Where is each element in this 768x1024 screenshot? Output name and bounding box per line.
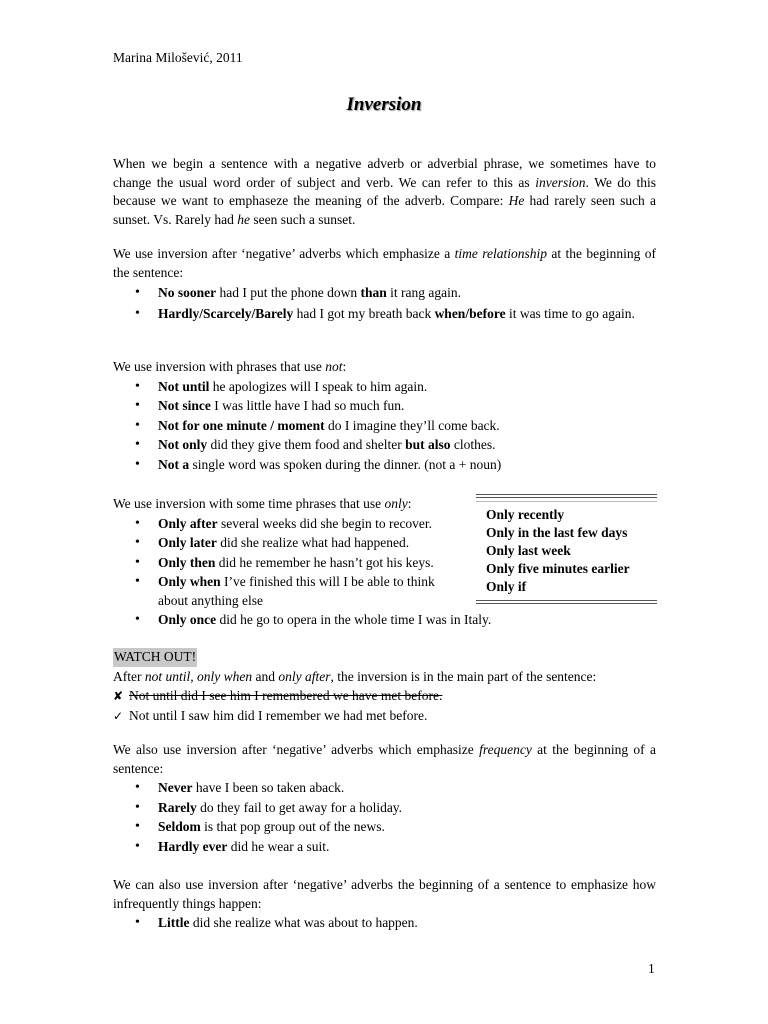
intro-paragraph: When we begin a sentence with a negative adverb or adverbial phrase, we sometimes have to change the usual word order of subject and verb. We can refer to this as inversion. We do this because we want to emphaseze the meaning of the adverb. Compare: He had rarely seen such a sunset. Vs. Rarely had he seen such a sunset. [113,156,656,227]
box-item: Only five minutes earlier [486,561,630,576]
list-item: • Not for one minute / moment do I imagine they’ll come back. [113,417,656,436]
box-item: Only recently [486,507,565,522]
list-item: • Seldom is that pop group out of the news. [113,818,656,837]
infrequency-section: We can also use inversion after ‘negative’ adverbs the beginning of a sentence to emphasize how infrequently things happen: • Little did she realize what was about to happen. [113,876,656,933]
only-phrases-box [476,494,657,604]
list-item: • Hardly ever did he wear a suit. [113,838,656,857]
list-item: • Only after several weeks did she begin to recover. [113,515,468,534]
list-item: • Not since I was little have I had so much fun. [113,397,656,416]
list-item: • Not a single word was spoken during the dinner. (not a + noun) [113,456,656,475]
check-icon: ✓ [113,708,124,723]
list-item: • Only then did he remember he hasn’t got his keys. [113,554,468,573]
list-item: • No sooner had I put the phone down than it rang again. [113,284,656,303]
right-example: Not until I saw him did I remember we had met before. [129,707,428,723]
wrong-example: Not until did I see him I remembered we have met before. [129,688,443,703]
only-phrases-section: We use inversion with some time phrases that use only: • Only after several weeks did she begin to recover. • Only later did she realize what had happened. • Only then did he remember he hasn’t got his keys. • Only when I’ve finished this will I be able to think about anything else • Only once did he go to opera in the whole time I was in Italy. [113,495,656,630]
box-item: Only in the last few days [486,525,628,540]
list-item: • Only when I’ve finished this will I be able to think about anything else [113,573,468,610]
list-item: • Never have I been so taken aback. [113,779,656,798]
list-item: • Not until he apologizes will I speak to him again. [113,378,656,397]
time-relationship-section: We use inversion after ‘negative’ adverbs which emphasize a time relationship at the beginning of the sentence: • No sooner had I put the phone down than it rang again. • Hardly/Scarcely/Barely had I got my breath back when/before it was time to go again. [113,245,656,323]
watch-out-section: WATCH OUT! After not until, only when and only after, the inversion is in the main part of the sentence: ✘ Not until did I see him I remembered we have met before. ✓ Not until I saw him did I remember we had met before. [113,648,656,725]
cross-icon: ✘ [113,689,124,703]
list-item: • Rarely do they fail to get away for a holiday. [113,799,656,818]
list-item: • Little did she realize what was about to happen. [113,914,656,933]
list-item: • Only once did he go to opera in the whole time I was in Italy. [113,611,656,630]
page-title: Inversion [346,94,422,115]
watch-out-label: WATCH OUT! [113,648,197,667]
list-item: • Not only did they give them food and shelter but also clothes. [113,436,656,455]
list-item: • Only later did she realize what had happened. [113,534,468,553]
box-item: Only if [486,579,527,594]
frequency-section: We also use inversion after ‘negative’ adverbs which emphasize frequency at the beginning of a sentence: • Never have I been so taken aback. • Rarely do they fail to get away for a holiday. • Seldom is that pop group out of the news. • Hardly ever did he wear a suit. [113,741,656,856]
box-item: Only last week [486,543,571,558]
author-line: Marina Milošević, 2011 [113,50,243,65]
not-phrases-section: We use inversion with phrases that use not: • Not until he apologizes will I speak to him again. • Not since I was little have I had so much fun. • Not for one minute / moment do I imagine they’ll come back. • Not only did they give them food and shelter but also clothes. • Not a single word was spoken during the dinner. (not a + noun) [113,358,656,474]
page-number: 1 [648,961,655,976]
list-item: • Hardly/Scarcely/Barely had I got my breath back when/before it was time to go again. [113,305,656,324]
